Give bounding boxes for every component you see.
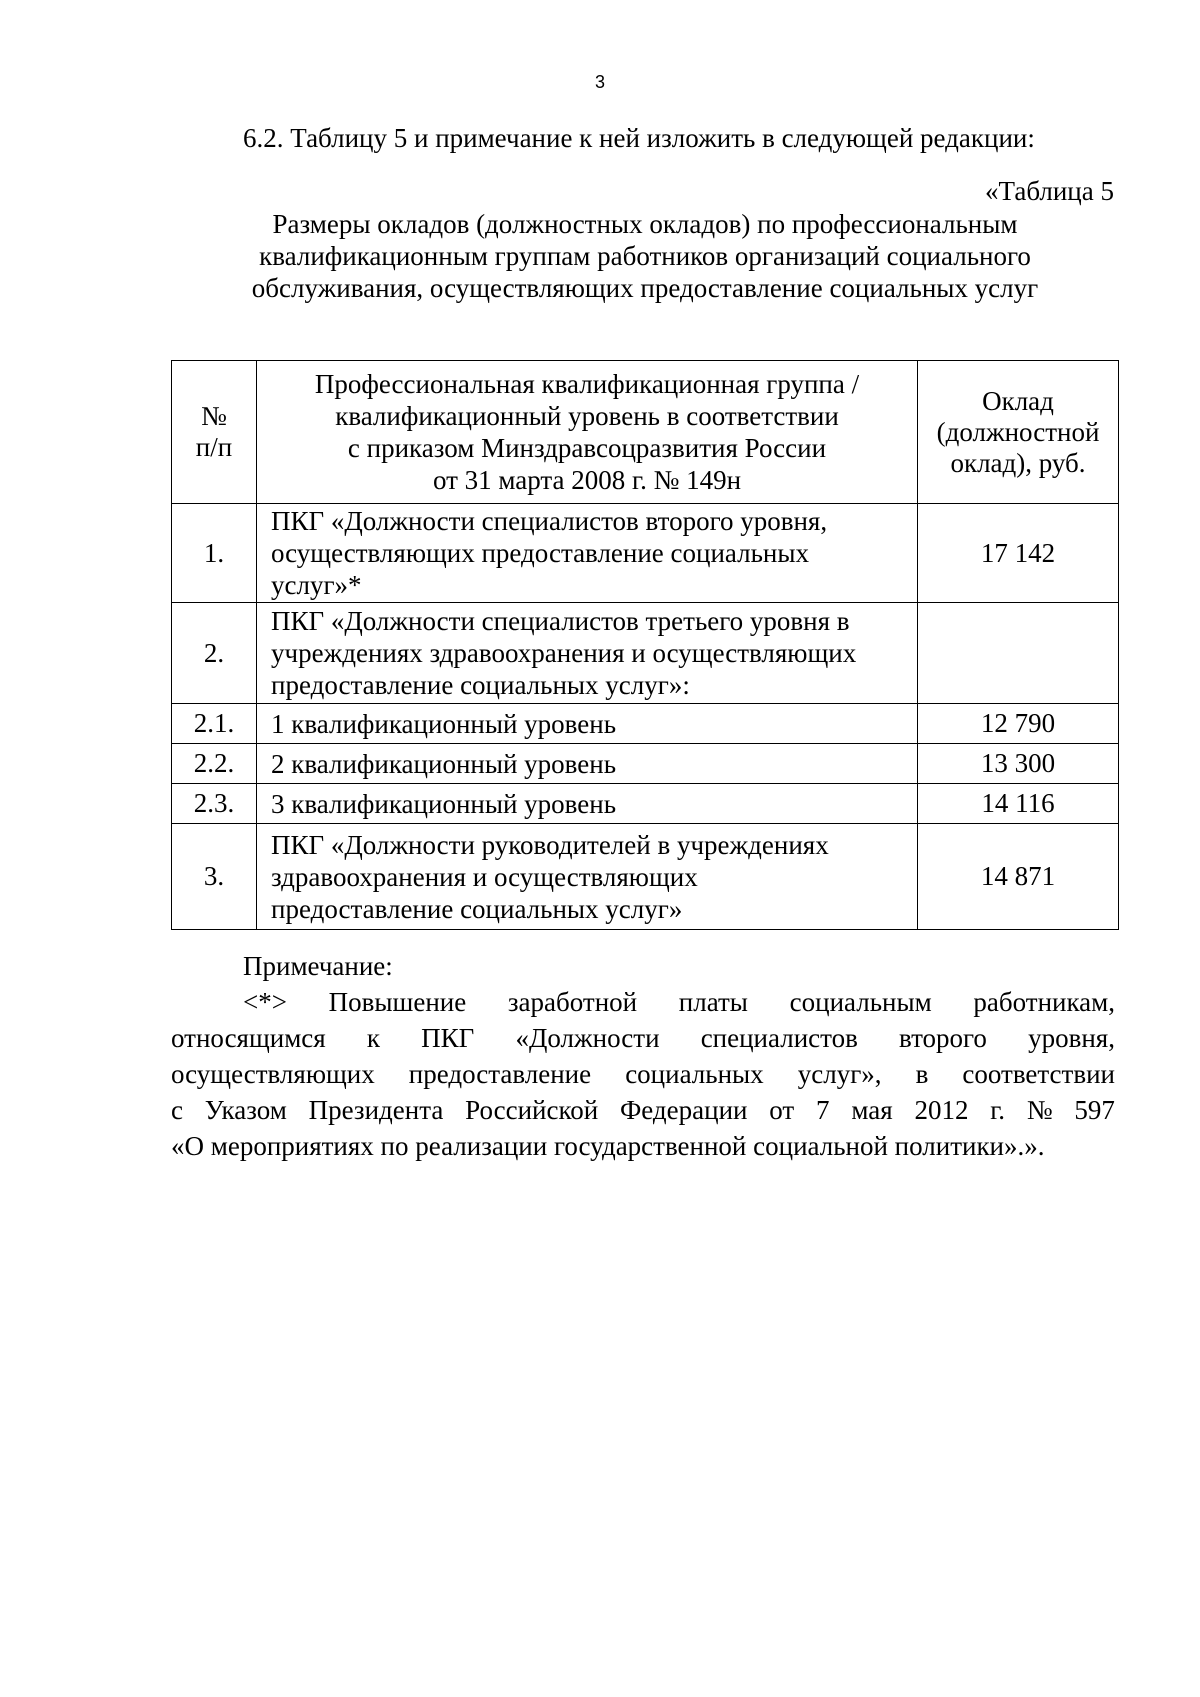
note-line (171, 1128, 1115, 1164)
row-name-line: предоставление социальных услуг»: (271, 670, 690, 700)
table-label: «Таблица 5 (985, 176, 1114, 206)
table-title-line: обслуживания, осуществляющих предоставление социальных услуг (251, 273, 1039, 303)
header-salary-line: Оклад (982, 385, 1054, 416)
table-row (172, 603, 1119, 704)
note-word: услуг», (797, 1059, 882, 1089)
row-name (257, 603, 918, 704)
note-section (171, 948, 1115, 1164)
header-salary-line: оклад), руб. (950, 447, 1086, 478)
note-word: ПКГ (421, 1023, 475, 1053)
row-name-line: осуществляющих предоставление социальных (271, 538, 810, 568)
note-word: в (915, 1059, 929, 1089)
note-line (171, 984, 1115, 1020)
header-name-line: с приказом Минздравсоцразвития России (347, 433, 827, 463)
note-word: г. (990, 1095, 1006, 1125)
note-word: специалистов (700, 1023, 858, 1053)
table-title-line: Размеры окладов (должностных окладов) по профессиональным (272, 209, 1018, 239)
salary-table (171, 360, 1119, 930)
note-word: социальным (789, 987, 932, 1017)
header-num-line: п/п (195, 432, 233, 462)
row-salary: 17 142 (918, 504, 1119, 603)
note-word: № (1026, 1095, 1053, 1125)
table-row (172, 784, 1119, 824)
note-word: от (769, 1095, 795, 1125)
row-name (257, 504, 918, 603)
table-row (172, 704, 1119, 744)
header-name-line: Профессиональная квалификационная группа / (314, 369, 860, 399)
note-word: с (171, 1095, 183, 1125)
row-num: 2. (172, 603, 257, 704)
table-header-row (172, 361, 1119, 504)
row-num: 1. (172, 504, 257, 603)
row-name-line: учреждениях здравоохранения и осуществляющих (271, 638, 857, 668)
note-word: соответствии (962, 1059, 1115, 1089)
row-name-line: услуг»* (271, 570, 362, 600)
header-name (257, 361, 918, 504)
table-title-line: квалификационным группам работников организаций социального (259, 241, 1031, 271)
note-line (171, 1056, 1115, 1092)
row-name-line: здравоохранения и осуществляющих (271, 861, 698, 892)
note-word: «О мероприятиях по реализации государственной социальной политики».». (171, 1131, 1045, 1161)
note-word: 7 (816, 1095, 830, 1125)
note-word: платы (678, 987, 748, 1017)
row-name-line: ПКГ «Должности руководителей в учреждениях (271, 829, 829, 860)
row-num: 2.3. (172, 784, 257, 824)
header-num-line: № (201, 401, 227, 431)
note-word: Российской (465, 1095, 599, 1125)
note-word: второго (899, 1023, 987, 1053)
row-name: 1 квалификационный уровень (257, 704, 918, 744)
note-word: Федерации (619, 1095, 748, 1125)
row-name-line: ПКГ «Должности специалистов второго уровня, (271, 506, 828, 536)
intro-paragraph: 6.2. Таблицу 5 и примечание к ней изложить в следующей редакции: (243, 123, 1035, 153)
note-word: 2012 (914, 1095, 969, 1125)
table-row (172, 744, 1119, 784)
row-name: 2 квалификационный уровень (257, 744, 918, 784)
note-word: Повышение (328, 987, 467, 1017)
note-word: заработной (507, 987, 638, 1017)
row-num: 2.1. (172, 704, 257, 744)
row-salary: 13 300 (918, 744, 1119, 784)
note-word: 597 (1074, 1095, 1115, 1125)
note-word: Указом (204, 1095, 287, 1125)
table-row (172, 824, 1119, 930)
note-word: относящимся (171, 1023, 326, 1053)
note-word: работникам, (973, 987, 1115, 1017)
table-row (172, 504, 1119, 603)
row-salary: 12 790 (918, 704, 1119, 744)
page-number: 3 (594, 72, 605, 92)
note-word: <*> (243, 987, 287, 1017)
row-salary (918, 603, 1119, 704)
note-word: Президента (308, 1095, 444, 1125)
header-name-line: квалификационный уровень в соответствии (335, 401, 839, 431)
note-word: социальных (625, 1059, 764, 1089)
note-word: к (366, 1023, 380, 1053)
note-word: осуществляющих (171, 1059, 375, 1089)
row-salary: 14 116 (918, 784, 1119, 824)
note-title: Примечание: (243, 951, 393, 981)
row-name (257, 824, 918, 930)
row-name-line: ПКГ «Должности специалистов третьего уровня в (271, 606, 850, 636)
note-word: «Должности (515, 1023, 660, 1053)
header-salary (918, 361, 1119, 504)
header-name-line: от 31 марта 2008 г. № 149н (432, 465, 742, 495)
row-name: 3 квалификационный уровень (257, 784, 918, 824)
note-line (171, 1092, 1115, 1128)
header-salary-line: (должностной (936, 416, 1100, 447)
row-num: 3. (172, 824, 257, 930)
table-title (200, 208, 1090, 304)
row-name-line: предоставление социальных услуг» (271, 893, 683, 924)
row-salary: 14 871 (918, 824, 1119, 930)
header-num (172, 361, 257, 504)
row-num: 2.2. (172, 744, 257, 784)
note-word: предоставление (408, 1059, 592, 1089)
note-word: мая (851, 1095, 893, 1125)
note-word: уровня, (1028, 1023, 1115, 1053)
note-line (171, 1020, 1115, 1056)
